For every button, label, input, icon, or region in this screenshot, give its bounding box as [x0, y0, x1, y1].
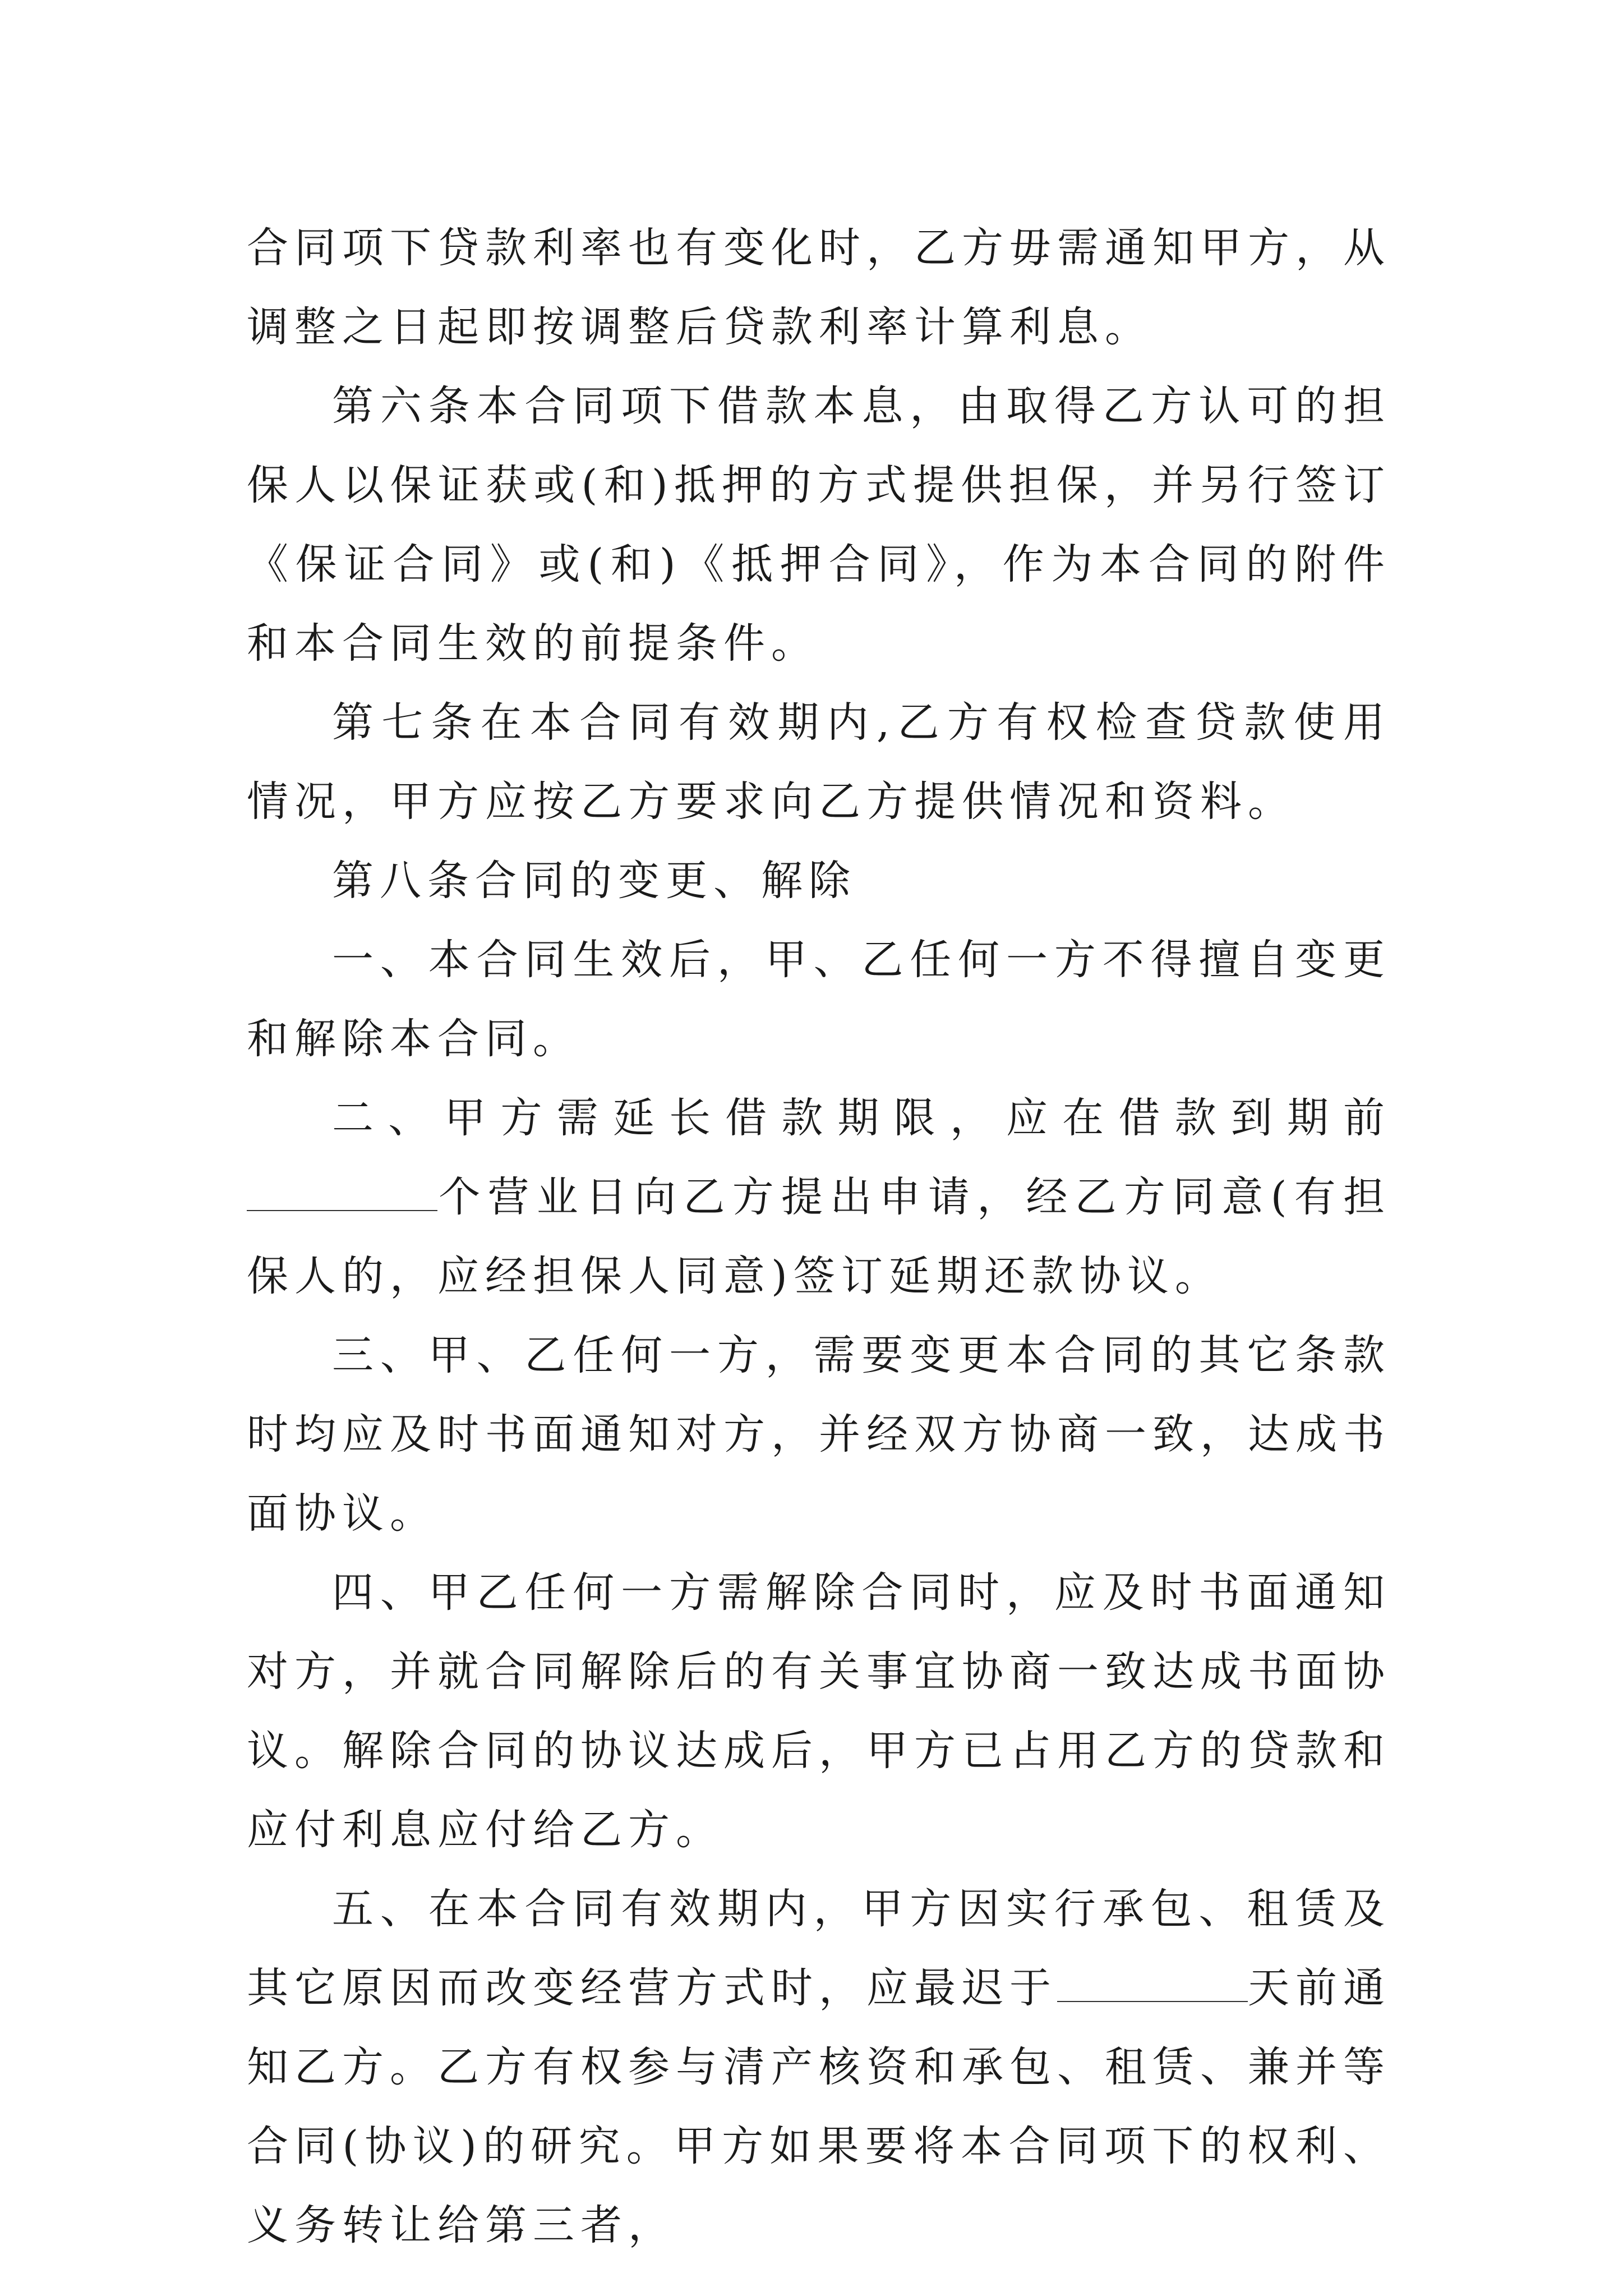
blank-fill-line	[247, 1171, 437, 1211]
clause-2-text-after: 个营业日向乙方提出申请，经乙方同意(有担保人的，应经担保人同意)签订延期还款协议。	[247, 1173, 1391, 1300]
paragraph-clause-3: 三、甲、乙任何一方，需要变更本合同的其它条款时均应及时书面通知对方，并经双方协商一致，达成书面协议。	[247, 1331, 1391, 1538]
clause-5-text-after: 天前通知乙方。乙方有权参与清产核资和承包、租赁、兼并等合同(协议)的研究。甲方如果要将本合同项下的权利、义务转让给第三者，	[247, 1964, 1391, 2249]
paragraph-article-7: 第七条在本合同有效期内,乙方有权检查贷款使用情况，甲方应按乙方要求向乙方提供情况和资料。	[247, 698, 1391, 826]
clause-2-text-before: 二、甲方需延长借款期限，应在借款到期前	[332, 1094, 1391, 1142]
paragraph-article-8-heading: 第八条合同的变更、解除	[332, 857, 856, 905]
paragraph-clause-2	[247, 1079, 1391, 1316]
paragraph-clause-5	[247, 1870, 1391, 2265]
contract-body	[247, 209, 1391, 2265]
paragraph-clause-1: 一、本合同生效后，甲、乙任何一方不得擅自变更和解除本合同。	[247, 936, 1391, 1063]
paragraph-interest-rate-change: 合同项下贷款利率也有变化时，乙方毋需通知甲方，从调整之日起即按调整后贷款利率计算利息。	[247, 224, 1391, 351]
clause-5-text-before: 五、在本合同有效期内，甲方因实行承包、租赁及其它原因而改变经营方式时，应最迟于	[247, 1885, 1391, 2012]
paragraph-clause-4: 四、甲乙任何一方需解除合同时，应及时书面通知对方，并就合同解除后的有关事宜协商一致达成书面协议。解除合同的协议达成后，甲方已占用乙方的贷款和应付利息应付给乙方。	[247, 1568, 1391, 1854]
paragraph-article-6: 第六条本合同项下借款本息，由取得乙方认可的担保人以保证获或(和)抵押的方式提供担保，并另行签订《保证合同》或(和)《抵押合同》，作为本合同的附件和本合同生效的前提条件。	[247, 382, 1391, 668]
blank-fill-line	[1057, 1962, 1248, 2002]
